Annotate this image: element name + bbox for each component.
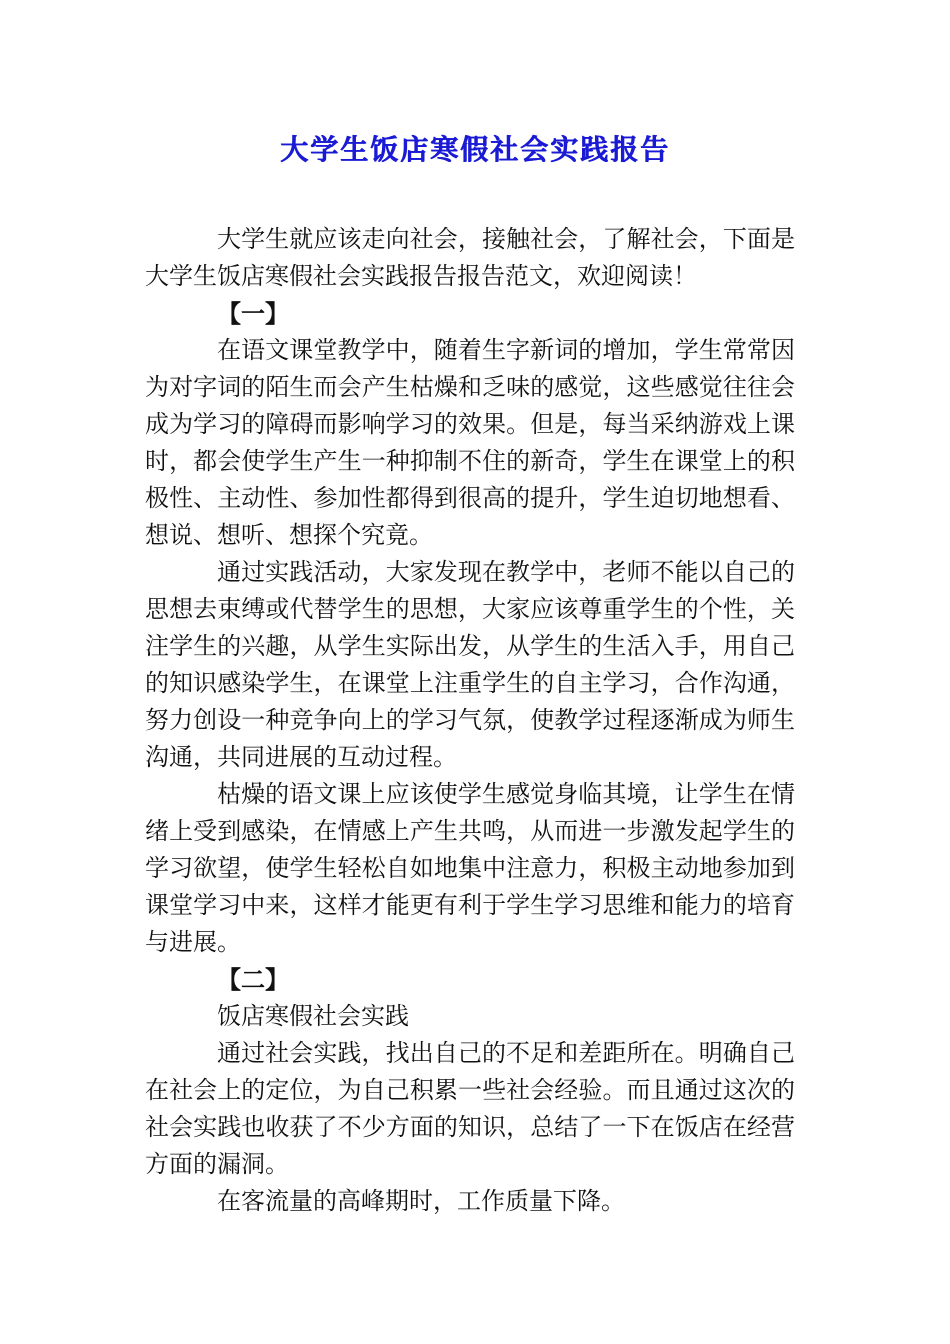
intro-paragraph: 大学生就应该走向社会，接触社会，了解社会，下面是大学生饭店寒假社会实践报告报告范文，欢迎阅读！	[145, 225, 795, 290]
document-body	[145, 221, 795, 1220]
body-paragraph: 在客流量的高峰期时，工作质量下降。	[217, 1187, 625, 1215]
body-paragraph: 枯燥的语文课上应该使学生感觉身临其境，让学生在情绪上受到感染，在情感上产生共鸣，从而进一步激发起学生的学习欲望，使学生轻松自如地集中注意力，积极主动地参加到课堂学习中来，这样才能更有利于学生学习思维和能力的培育与进展。	[145, 780, 795, 956]
section-subtitle: 饭店寒假社会实践	[217, 1002, 409, 1030]
section-heading-two: 【二】	[217, 965, 289, 994]
body-paragraph: 通过实践活动，大家发现在教学中，老师不能以自己的思想去束缚或代替学生的思想，大家应该尊重学生的个性，关注学生的兴趣，从学生实际出发，从学生的生活入手，用自己的知识感染学生，在课堂上注重学生的自主学习，合作沟通，努力创设一种竞争向上的学习气氛，使教学过程逐渐成为师生沟通，共同进展的互动过程。	[145, 558, 795, 771]
document-title: 大学生饭店寒假社会实践报告	[279, 133, 670, 166]
body-paragraph: 在语文课堂教学中，随着生字新词的增加，学生常常因为对字词的陌生而会产生枯燥和乏味的感觉，这些感觉往往会成为学习的障碍而影响学习的效果。但是，每当采纳游戏上课时，都会使学生产生一种抑制不住的新奇，学生在课堂上的积极性、主动性、参加性都得到很高的提升，学生迫切地想看、想说、想听、想探个究竟。	[145, 336, 795, 549]
section-heading-one: 【一】	[217, 299, 289, 328]
body-paragraph: 通过社会实践，找出自己的不足和差距所在。明确自己在社会上的定位，为自己积累一些社会经验。而且通过这次的社会实践也收获了不少方面的知识，总结了一下在饭店在经营方面的漏洞。	[145, 1039, 795, 1178]
